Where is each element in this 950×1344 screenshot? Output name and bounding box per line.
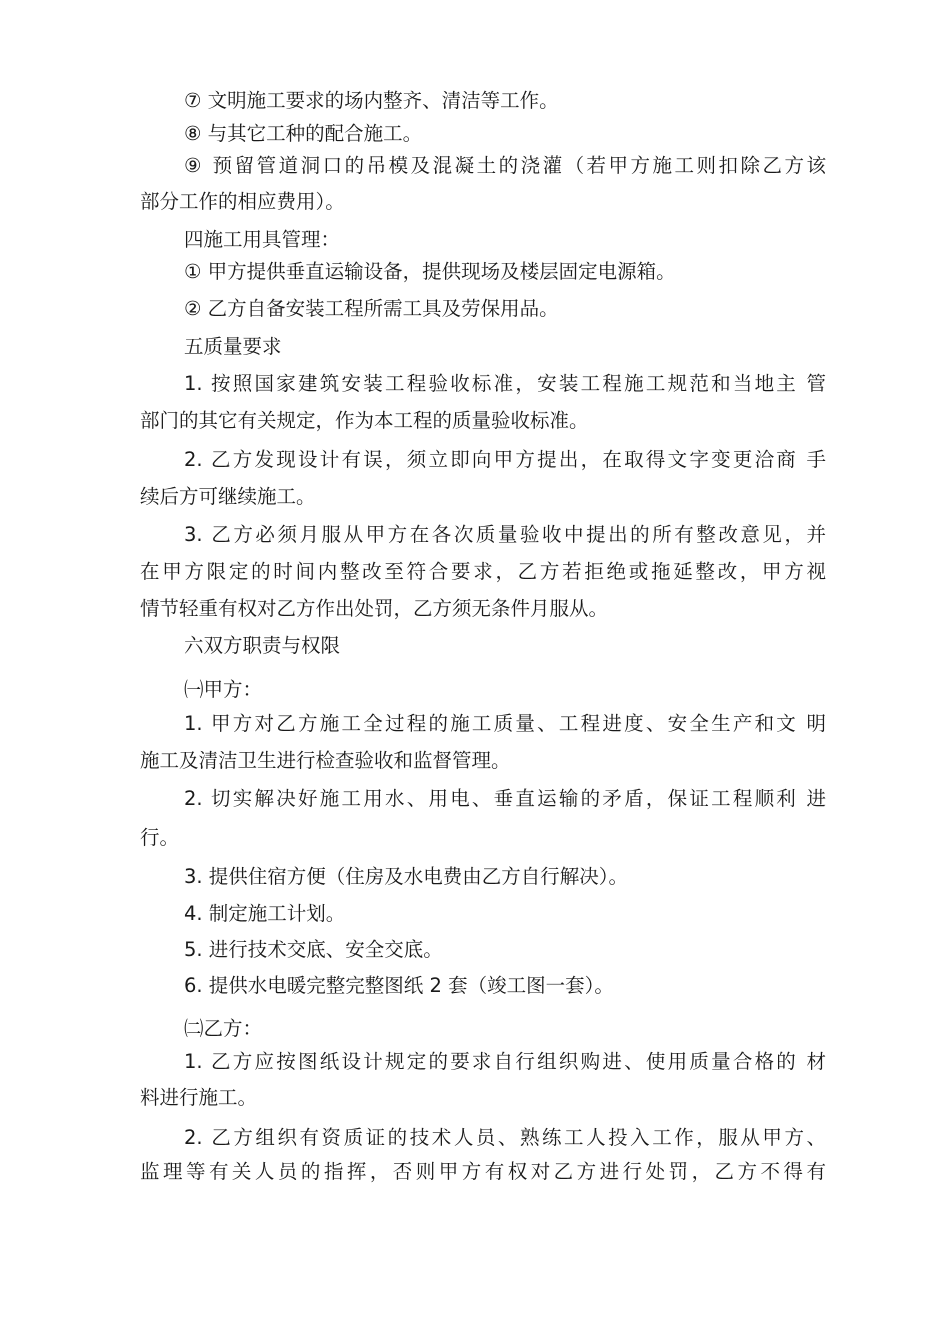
text-line: 施工及清洁卫生进行检查验收和监督管理。: [140, 749, 511, 772]
text-line: ⑦ 文明施工要求的场内整齐、清洁等工作。: [184, 89, 559, 112]
text-line: ① 甲方提供垂直运输设备，提供现场及楼层固定电源箱。: [184, 260, 676, 283]
text-line: 1. 乙方应按图纸设计规定的要求自行组织购进、使用质量合格的 材: [184, 1050, 826, 1073]
text-line: 2. 乙方组织有资质证的技术人员、熟练工人投入工作，服从甲方、: [184, 1126, 826, 1149]
text-line: 料进行施工。: [140, 1086, 258, 1109]
text-line: 在甲方限定的时间内整改至符合要求，乙方若拒绝或拖延整改，甲方视: [140, 560, 826, 583]
text-line: 行。: [140, 826, 180, 849]
text-line: 6. 提供水电暖完整完整图纸 2 套（竣工图一套）。: [184, 974, 614, 997]
section-heading: 六双方职责与权限: [184, 634, 341, 657]
subsection-heading: ㈡乙方：: [184, 1017, 263, 1040]
text-line: 情节轻重有权对乙方作出处罚，乙方须无条件月服从。: [140, 597, 609, 620]
text-line: 续后方可继续施工。: [140, 485, 316, 508]
text-line: 部分工作的相应费用）。: [140, 190, 345, 213]
text-line: ② 乙方自备安装工程所需工具及劳保用品。: [184, 297, 559, 320]
text-line: 3. 乙方必须月服从甲方在各次质量验收中提出的所有整改意见，并: [184, 523, 826, 546]
text-line: 1. 甲方对乙方施工全过程的施工质量、工程进度、安全生产和文 明: [184, 712, 826, 735]
section-heading: 四施工用具管理：: [184, 228, 341, 251]
text-line: 2. 乙方发现设计有误，须立即向甲方提出，在取得文字变更洽商 手: [184, 448, 826, 471]
text-line: 监理等有关人员的指挥，否则甲方有权对乙方进行处罚，乙方不得有: [140, 1160, 826, 1183]
text-line: 3. 提供住宿方便（住房及水电费由乙方自行解决）。: [184, 865, 629, 888]
text-line: 2. 切实解决好施工用水、用电、垂直运输的矛盾，保证工程顺利 进: [184, 787, 826, 810]
section-heading: 五质量要求: [184, 335, 282, 358]
text-line: 4. 制定施工计划。: [184, 902, 346, 925]
text-line: 5. 进行技术交底、安全交底。: [184, 938, 443, 961]
text-line: 1. 按照国家建筑安装工程验收标准，安装工程施工规范和当地主 管: [184, 372, 826, 395]
text-line: 部门的其它有关规定，作为本工程的质量验收标准。: [140, 409, 589, 432]
subsection-heading: ㈠甲方：: [184, 678, 263, 701]
text-line: ⑧ 与其它工种的配合施工。: [184, 122, 423, 145]
text-line: ⑨ 预留管道洞口的吊模及混凝土的浇灌（若甲方施工则扣除乙方该: [184, 154, 826, 177]
